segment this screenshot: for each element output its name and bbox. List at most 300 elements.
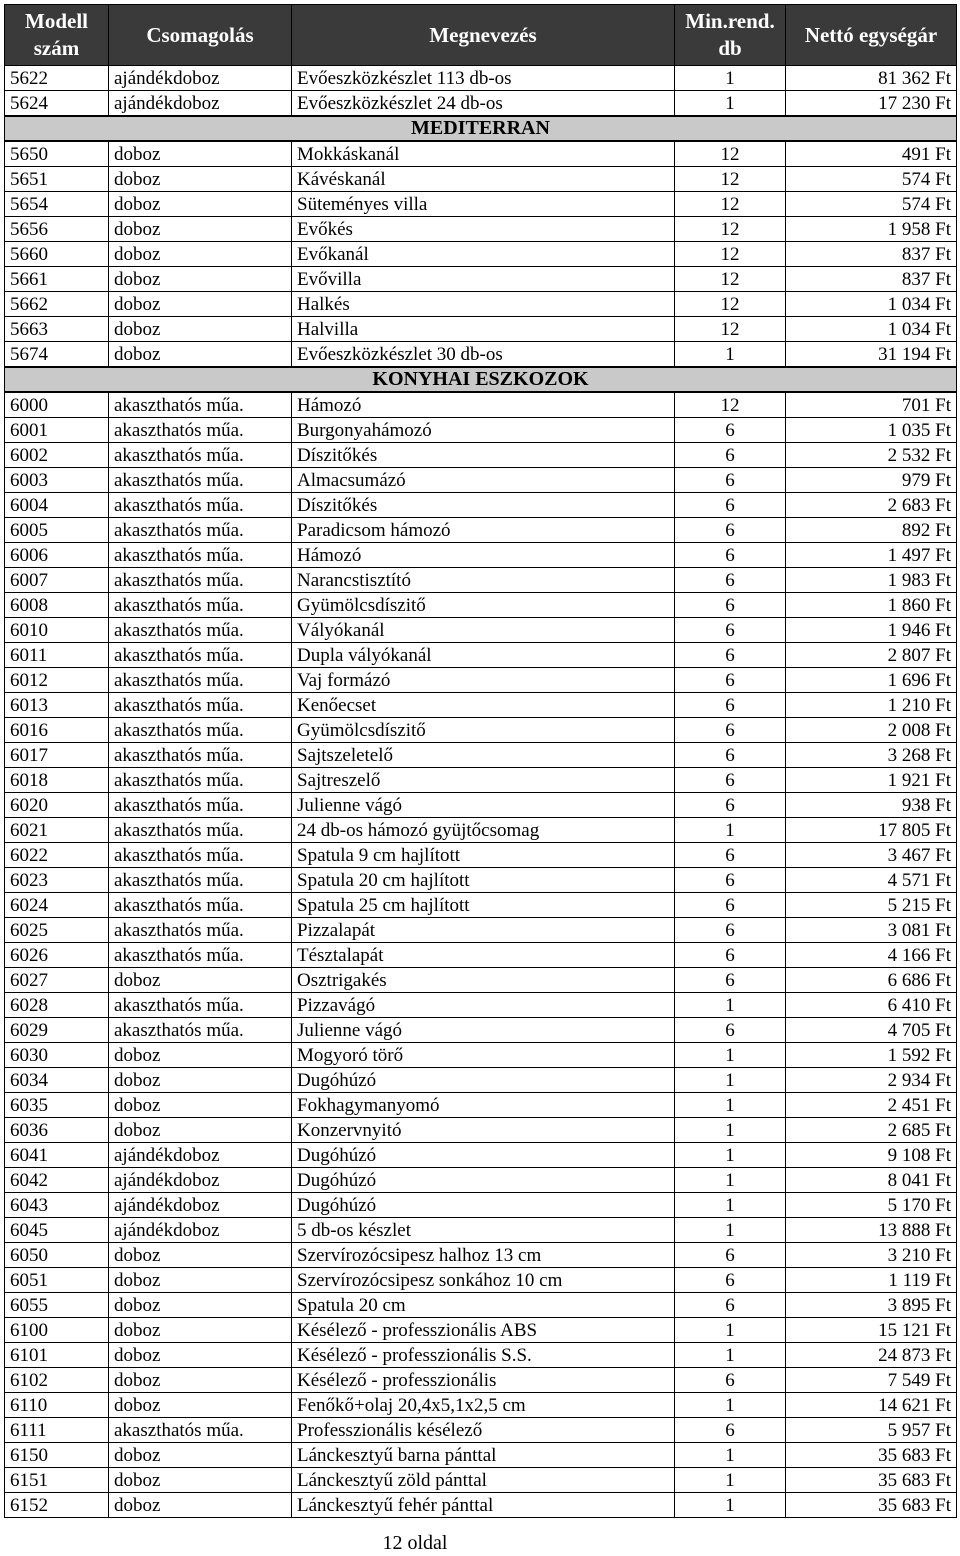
net-price-cell: 2 532 Ft <box>786 443 957 468</box>
section-header-row <box>5 367 957 392</box>
net-price-cell: 5 170 Ft <box>786 1193 957 1218</box>
model-number-cell: 6101 <box>5 1343 109 1368</box>
packaging-cell: doboz <box>109 1118 292 1143</box>
model-number-cell: 6027 <box>5 968 109 993</box>
model-number-cell: 6023 <box>5 868 109 893</box>
model-number-cell: 6002 <box>5 443 109 468</box>
min-order-cell: 1 <box>675 1168 786 1193</box>
table-row <box>5 943 957 968</box>
net-price-cell: 2 008 Ft <box>786 718 957 743</box>
model-number-cell: 6022 <box>5 843 109 868</box>
net-price-cell: 491 Ft <box>786 141 957 167</box>
model-number-cell: 6001 <box>5 418 109 443</box>
model-number-cell: 5624 <box>5 91 109 117</box>
model-number-cell: 6020 <box>5 793 109 818</box>
min-order-cell: 6 <box>675 1368 786 1393</box>
product-name-cell: Halkés <box>292 292 675 317</box>
model-number-cell: 6011 <box>5 643 109 668</box>
table-row <box>5 1018 957 1043</box>
packaging-cell: akaszthatós műa. <box>109 468 292 493</box>
model-number-cell: 6102 <box>5 1368 109 1393</box>
table-row <box>5 793 957 818</box>
net-price-cell: 1 860 Ft <box>786 593 957 618</box>
table-row <box>5 392 957 418</box>
product-name-cell: Dugóhúzó <box>292 1068 675 1093</box>
net-price-cell: 14 621 Ft <box>786 1393 957 1418</box>
min-order-cell: 6 <box>675 868 786 893</box>
model-number-cell: 6100 <box>5 1318 109 1343</box>
min-order-cell: 1 <box>675 1068 786 1093</box>
min-order-cell: 6 <box>675 793 786 818</box>
price-list-table <box>4 4 957 1518</box>
table-row <box>5 418 957 443</box>
min-order-cell: 6 <box>675 1418 786 1443</box>
min-order-cell: 1 <box>675 1468 786 1493</box>
model-number-cell: 6005 <box>5 518 109 543</box>
table-row <box>5 1043 957 1068</box>
table-row <box>5 443 957 468</box>
packaging-cell: doboz <box>109 1393 292 1418</box>
table-row <box>5 1118 957 1143</box>
product-name-cell: Vaj formázó <box>292 668 675 693</box>
packaging-cell: akaszthatós műa. <box>109 1018 292 1043</box>
table-row <box>5 768 957 793</box>
min-order-cell: 12 <box>675 317 786 342</box>
net-price-cell: 2 683 Ft <box>786 493 957 518</box>
table-row <box>5 342 957 368</box>
min-order-cell: 1 <box>675 1118 786 1143</box>
net-price-cell: 4 166 Ft <box>786 943 957 968</box>
min-order-cell: 6 <box>675 1268 786 1293</box>
packaging-cell: doboz <box>109 267 292 292</box>
product-name-cell: Paradicsom hámozó <box>292 518 675 543</box>
product-name-cell: Sajtreszelő <box>292 768 675 793</box>
product-name-cell: Dugóhúzó <box>292 1168 675 1193</box>
net-price-cell: 2 807 Ft <box>786 643 957 668</box>
model-number-cell: 6034 <box>5 1068 109 1093</box>
product-name-cell: Kenőecset <box>292 693 675 718</box>
packaging-cell: akaszthatós műa. <box>109 493 292 518</box>
product-name-cell: Hámozó <box>292 392 675 418</box>
packaging-cell: akaszthatós műa. <box>109 693 292 718</box>
table-row <box>5 1468 957 1493</box>
model-number-cell: 6036 <box>5 1118 109 1143</box>
model-number-cell: 6004 <box>5 493 109 518</box>
packaging-cell: akaszthatós műa. <box>109 943 292 968</box>
model-number-cell: 6045 <box>5 1218 109 1243</box>
product-name-cell: Almacsumázó <box>292 468 675 493</box>
section-header-row <box>5 116 957 141</box>
section-title: MEDITERRAN <box>5 116 957 141</box>
min-order-cell: 6 <box>675 443 786 468</box>
product-name-cell: Sajtszeletelő <box>292 743 675 768</box>
header-model-number: Modell szám <box>5 5 109 66</box>
min-order-cell: 6 <box>675 693 786 718</box>
model-number-cell: 5651 <box>5 167 109 192</box>
packaging-cell: akaszthatós műa. <box>109 768 292 793</box>
net-price-cell: 1 210 Ft <box>786 693 957 718</box>
min-order-cell: 6 <box>675 943 786 968</box>
product-name-cell: Pizzavágó <box>292 993 675 1018</box>
model-number-cell: 5656 <box>5 217 109 242</box>
table-row <box>5 1193 957 1218</box>
packaging-cell: doboz <box>109 192 292 217</box>
product-name-cell: Spatula 20 cm hajlított <box>292 868 675 893</box>
product-name-cell: Fenőkő+olaj 20,4x5,1x2,5 cm <box>292 1393 675 1418</box>
table-row <box>5 66 957 91</box>
packaging-cell: akaszthatós műa. <box>109 668 292 693</box>
min-order-cell: 12 <box>675 192 786 217</box>
model-number-cell: 6018 <box>5 768 109 793</box>
product-name-cell: Lánckesztyű fehér pánttal <box>292 1493 675 1518</box>
min-order-cell: 6 <box>675 493 786 518</box>
model-number-cell: 6013 <box>5 693 109 718</box>
packaging-cell: doboz <box>109 217 292 242</box>
table-row <box>5 818 957 843</box>
model-number-cell: 5663 <box>5 317 109 342</box>
net-price-cell: 701 Ft <box>786 392 957 418</box>
model-number-cell: 6007 <box>5 568 109 593</box>
model-number-cell: 6006 <box>5 543 109 568</box>
table-row <box>5 668 957 693</box>
net-price-cell: 31 194 Ft <box>786 342 957 368</box>
min-order-cell: 6 <box>675 718 786 743</box>
table-header-row <box>5 5 957 66</box>
net-price-cell: 574 Ft <box>786 192 957 217</box>
table-row <box>5 618 957 643</box>
model-number-cell: 6028 <box>5 993 109 1018</box>
net-price-cell: 1 034 Ft <box>786 317 957 342</box>
table-row <box>5 1418 957 1443</box>
product-name-cell: Julienne vágó <box>292 793 675 818</box>
table-row <box>5 868 957 893</box>
table-row <box>5 993 957 1018</box>
min-order-cell: 1 <box>675 1393 786 1418</box>
product-name-cell: Professzionális késélező <box>292 1418 675 1443</box>
table-row <box>5 1168 957 1193</box>
model-number-cell: 5674 <box>5 342 109 368</box>
net-price-cell: 7 549 Ft <box>786 1368 957 1393</box>
product-name-cell: Evőeszközkészlet 30 db-os <box>292 342 675 368</box>
table-row <box>5 918 957 943</box>
net-price-cell: 837 Ft <box>786 242 957 267</box>
net-price-cell: 13 888 Ft <box>786 1218 957 1243</box>
model-number-cell: 6026 <box>5 943 109 968</box>
packaging-cell: doboz <box>109 1093 292 1118</box>
model-number-cell: 6035 <box>5 1093 109 1118</box>
packaging-cell: doboz <box>109 1043 292 1068</box>
net-price-cell: 1 497 Ft <box>786 543 957 568</box>
min-order-cell: 1 <box>675 342 786 368</box>
packaging-cell: akaszthatós műa. <box>109 843 292 868</box>
table-row <box>5 1143 957 1168</box>
packaging-cell: akaszthatós műa. <box>109 1418 292 1443</box>
table-row <box>5 843 957 868</box>
table-row <box>5 1443 957 1468</box>
product-name-cell: Hámozó <box>292 543 675 568</box>
net-price-cell: 938 Ft <box>786 793 957 818</box>
packaging-cell: doboz <box>109 1243 292 1268</box>
packaging-cell: akaszthatós műa. <box>109 568 292 593</box>
model-number-cell: 6050 <box>5 1243 109 1268</box>
table-row <box>5 543 957 568</box>
product-name-cell: Mogyoró törő <box>292 1043 675 1068</box>
net-price-cell: 3 467 Ft <box>786 843 957 868</box>
model-number-cell: 6029 <box>5 1018 109 1043</box>
packaging-cell: ajándékdoboz <box>109 66 292 91</box>
net-price-cell: 1 034 Ft <box>786 292 957 317</box>
product-name-cell: Lánckesztyű barna pánttal <box>292 1443 675 1468</box>
min-order-cell: 12 <box>675 392 786 418</box>
net-price-cell: 3 210 Ft <box>786 1243 957 1268</box>
net-price-cell: 892 Ft <box>786 518 957 543</box>
model-number-cell: 6151 <box>5 1468 109 1493</box>
page-number: 12 oldal <box>382 1532 448 1554</box>
model-number-cell: 6111 <box>5 1418 109 1443</box>
model-number-cell: 6000 <box>5 392 109 418</box>
packaging-cell: doboz <box>109 1368 292 1393</box>
table-body <box>5 66 957 1518</box>
net-price-cell: 3 081 Ft <box>786 918 957 943</box>
model-number-cell: 5622 <box>5 66 109 91</box>
product-name-cell: Spatula 25 cm hajlított <box>292 893 675 918</box>
header-min-order: Min.rend. db <box>675 5 786 66</box>
packaging-cell: doboz <box>109 242 292 267</box>
min-order-cell: 6 <box>675 468 786 493</box>
product-name-cell: Dugóhúzó <box>292 1193 675 1218</box>
model-number-cell: 6024 <box>5 893 109 918</box>
product-name-cell: 24 db-os hámozó gyüjtőcsomag <box>292 818 675 843</box>
model-number-cell: 5662 <box>5 292 109 317</box>
packaging-cell: doboz <box>109 141 292 167</box>
packaging-cell: akaszthatós műa. <box>109 718 292 743</box>
net-price-cell: 1 921 Ft <box>786 768 957 793</box>
product-name-cell: 5 db-os készlet <box>292 1218 675 1243</box>
product-name-cell: Osztrigakés <box>292 968 675 993</box>
min-order-cell: 12 <box>675 217 786 242</box>
net-price-cell: 979 Ft <box>786 468 957 493</box>
packaging-cell: akaszthatós műa. <box>109 643 292 668</box>
packaging-cell: akaszthatós műa. <box>109 743 292 768</box>
table-row <box>5 1293 957 1318</box>
table-row <box>5 1093 957 1118</box>
product-name-cell: Pizzalapát <box>292 918 675 943</box>
table-row <box>5 1493 957 1518</box>
net-price-cell: 574 Ft <box>786 167 957 192</box>
model-number-cell: 6017 <box>5 743 109 768</box>
product-name-cell: Késélező - professzionális <box>292 1368 675 1393</box>
min-order-cell: 1 <box>675 1043 786 1068</box>
min-order-cell: 1 <box>675 1093 786 1118</box>
table-row <box>5 1393 957 1418</box>
packaging-cell: akaszthatós műa. <box>109 618 292 643</box>
product-name-cell: Kávéskanál <box>292 167 675 192</box>
model-number-cell: 6041 <box>5 1143 109 1168</box>
net-price-cell: 35 683 Ft <box>786 1443 957 1468</box>
min-order-cell: 12 <box>675 292 786 317</box>
net-price-cell: 1 035 Ft <box>786 418 957 443</box>
min-order-cell: 6 <box>675 1293 786 1318</box>
net-price-cell: 8 041 Ft <box>786 1168 957 1193</box>
net-price-cell: 35 683 Ft <box>786 1493 957 1518</box>
packaging-cell: akaszthatós műa. <box>109 993 292 1018</box>
packaging-cell: ajándékdoboz <box>109 1218 292 1243</box>
table-row <box>5 518 957 543</box>
table-row <box>5 1343 957 1368</box>
model-number-cell: 6016 <box>5 718 109 743</box>
product-name-cell: Spatula 20 cm <box>292 1293 675 1318</box>
packaging-cell: akaszthatós műa. <box>109 918 292 943</box>
table-row <box>5 743 957 768</box>
min-order-cell: 6 <box>675 518 786 543</box>
packaging-cell: doboz <box>109 1443 292 1468</box>
model-number-cell: 6010 <box>5 618 109 643</box>
min-order-cell: 1 <box>675 1143 786 1168</box>
packaging-cell: doboz <box>109 1293 292 1318</box>
min-order-cell: 6 <box>675 543 786 568</box>
product-name-cell: Evőkanál <box>292 242 675 267</box>
table-row <box>5 192 957 217</box>
table-row <box>5 1218 957 1243</box>
net-price-cell: 6 686 Ft <box>786 968 957 993</box>
header-packaging: Csomagolás <box>109 5 292 66</box>
table-row <box>5 693 957 718</box>
packaging-cell: doboz <box>109 342 292 368</box>
packaging-cell: ajándékdoboz <box>109 91 292 117</box>
packaging-cell: doboz <box>109 1493 292 1518</box>
net-price-cell: 81 362 Ft <box>786 66 957 91</box>
product-name-cell: Díszitőkés <box>292 443 675 468</box>
min-order-cell: 6 <box>675 1243 786 1268</box>
net-price-cell: 5 957 Ft <box>786 1418 957 1443</box>
product-name-cell: Fokhagymanyomó <box>292 1093 675 1118</box>
model-number-cell: 6152 <box>5 1493 109 1518</box>
product-name-cell: Julienne vágó <box>292 1018 675 1043</box>
product-name-cell: Dupla vályókanál <box>292 643 675 668</box>
min-order-cell: 6 <box>675 1018 786 1043</box>
packaging-cell: doboz <box>109 968 292 993</box>
net-price-cell: 5 215 Ft <box>786 893 957 918</box>
net-price-cell: 1 983 Ft <box>786 568 957 593</box>
min-order-cell: 1 <box>675 1218 786 1243</box>
product-name-cell: Lánckesztyű zöld pánttal <box>292 1468 675 1493</box>
min-order-cell: 6 <box>675 568 786 593</box>
product-name-cell: Késélező - professzionális ABS <box>292 1318 675 1343</box>
model-number-cell: 6021 <box>5 818 109 843</box>
min-order-cell: 12 <box>675 242 786 267</box>
table-row <box>5 217 957 242</box>
packaging-cell: akaszthatós műa. <box>109 868 292 893</box>
product-name-cell: Konzervnyitó <box>292 1118 675 1143</box>
product-name-cell: Gyümölcsdíszitő <box>292 593 675 618</box>
min-order-cell: 6 <box>675 668 786 693</box>
net-price-cell: 24 873 Ft <box>786 1343 957 1368</box>
packaging-cell: akaszthatós műa. <box>109 818 292 843</box>
table-row <box>5 593 957 618</box>
packaging-cell: akaszthatós műa. <box>109 893 292 918</box>
net-price-cell: 1 696 Ft <box>786 668 957 693</box>
product-name-cell: Evőeszközkészlet 24 db-os <box>292 91 675 117</box>
min-order-cell: 6 <box>675 918 786 943</box>
model-number-cell: 6150 <box>5 1443 109 1468</box>
product-name-cell: Szervírozócsipesz sonkához 10 cm <box>292 1268 675 1293</box>
table-row <box>5 267 957 292</box>
min-order-cell: 6 <box>675 643 786 668</box>
min-order-cell: 1 <box>675 818 786 843</box>
net-price-cell: 6 410 Ft <box>786 993 957 1018</box>
product-name-cell: Evőeszközkészlet 113 db-os <box>292 66 675 91</box>
min-order-cell: 1 <box>675 1443 786 1468</box>
min-order-cell: 6 <box>675 418 786 443</box>
table-row <box>5 493 957 518</box>
net-price-cell: 3 268 Ft <box>786 743 957 768</box>
min-order-cell: 12 <box>675 141 786 167</box>
min-order-cell: 1 <box>675 91 786 117</box>
section-title: KONYHAI ESZKOZOK <box>5 367 957 392</box>
product-name-cell: Evővilla <box>292 267 675 292</box>
model-number-cell: 6003 <box>5 468 109 493</box>
packaging-cell: doboz <box>109 1343 292 1368</box>
product-name-cell: Gyümölcsdíszitő <box>292 718 675 743</box>
net-price-cell: 2 685 Ft <box>786 1118 957 1143</box>
packaging-cell: akaszthatós műa. <box>109 593 292 618</box>
model-number-cell: 5660 <box>5 242 109 267</box>
min-order-cell: 1 <box>675 1343 786 1368</box>
table-row <box>5 1068 957 1093</box>
net-price-cell: 1 958 Ft <box>786 217 957 242</box>
model-number-cell: 5650 <box>5 141 109 167</box>
product-name-cell: Késélező - professzionális S.S. <box>292 1343 675 1368</box>
packaging-cell: akaszthatós műa. <box>109 518 292 543</box>
table-row <box>5 968 957 993</box>
packaging-cell: ajándékdoboz <box>109 1143 292 1168</box>
header-net-price: Nettó egységár <box>786 5 957 66</box>
min-order-cell: 6 <box>675 768 786 793</box>
min-order-cell: 6 <box>675 843 786 868</box>
model-number-cell: 6110 <box>5 1393 109 1418</box>
product-name-cell: Süteményes villa <box>292 192 675 217</box>
net-price-cell: 35 683 Ft <box>786 1468 957 1493</box>
model-number-cell: 5661 <box>5 267 109 292</box>
packaging-cell: ajándékdoboz <box>109 1168 292 1193</box>
product-name-cell: Narancstisztító <box>292 568 675 593</box>
table-row <box>5 242 957 267</box>
table-row <box>5 1243 957 1268</box>
net-price-cell: 4 705 Ft <box>786 1018 957 1043</box>
net-price-cell: 4 571 Ft <box>786 868 957 893</box>
product-name-cell: Evőkés <box>292 217 675 242</box>
model-number-cell: 6051 <box>5 1268 109 1293</box>
packaging-cell: akaszthatós műa. <box>109 392 292 418</box>
table-row <box>5 292 957 317</box>
model-number-cell: 6025 <box>5 918 109 943</box>
table-row <box>5 91 957 117</box>
product-name-cell: Dugóhúzó <box>292 1143 675 1168</box>
packaging-cell: akaszthatós műa. <box>109 543 292 568</box>
min-order-cell: 1 <box>675 993 786 1018</box>
table-row <box>5 1318 957 1343</box>
table-row <box>5 1268 957 1293</box>
model-number-cell: 6030 <box>5 1043 109 1068</box>
table-row <box>5 317 957 342</box>
product-name-cell: Vályókanál <box>292 618 675 643</box>
table-row <box>5 643 957 668</box>
min-order-cell: 6 <box>675 893 786 918</box>
model-number-cell: 6043 <box>5 1193 109 1218</box>
table-row <box>5 718 957 743</box>
min-order-cell: 12 <box>675 267 786 292</box>
product-name-cell: Mokkáskanál <box>292 141 675 167</box>
